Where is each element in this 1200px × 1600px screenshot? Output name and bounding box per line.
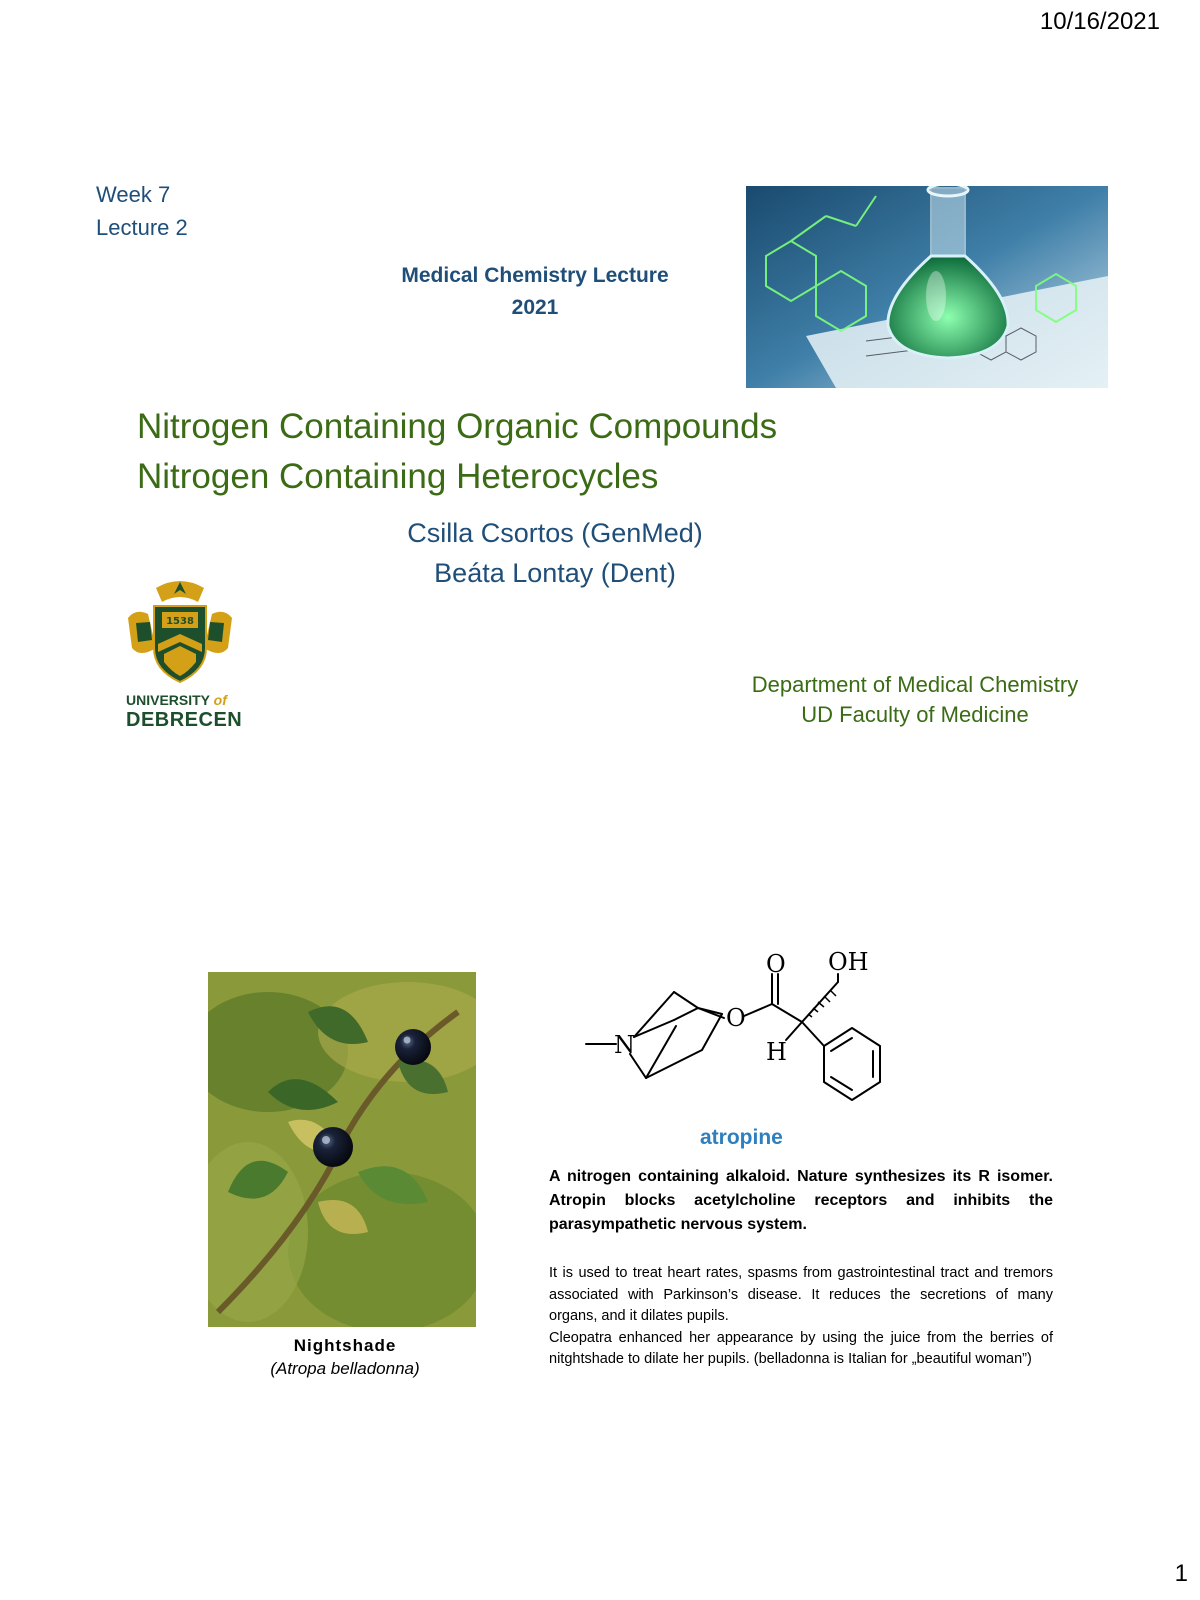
author-1: Csilla Csortos (GenMed) — [407, 518, 703, 548]
authors — [330, 513, 780, 593]
nightshade-photo — [208, 972, 476, 1327]
author-2: Beáta Lontay (Dent) — [434, 558, 676, 588]
week-label: Week 7 — [96, 182, 171, 207]
logo-year: 1538 — [166, 616, 194, 627]
logo-of-word: of — [213, 692, 227, 708]
molecule-name: atropine — [700, 1126, 783, 1149]
plant-caption — [210, 1334, 480, 1380]
slide-date: 10/16/2021 — [1039, 8, 1160, 35]
logo-university-line — [126, 690, 242, 710]
main-title-line2: Nitrogen Containing Heterocycles — [137, 457, 659, 496]
lecture-label: Lecture 2 — [96, 215, 188, 240]
main-title-line1: Nitrogen Containing Organic Compounds — [137, 407, 778, 446]
description-uses: It is used to treat heart rates, spasms from gastrointestinal tract and tremors associated with Parkinson’s disease. It reduces the secretions of many organs, and it dilates pupils. — [549, 1265, 1053, 1324]
logo-university-word: UNIVERSITY — [126, 692, 210, 708]
course-title — [370, 260, 700, 324]
molecule-label-ester-oxygen: O — [726, 1004, 746, 1032]
department-line2: UD Faculty of Medicine — [801, 702, 1029, 727]
course-year: 2021 — [511, 296, 559, 319]
department-line1: Department of Medical Chemistry — [751, 672, 1079, 697]
main-title — [137, 402, 777, 502]
molecule-label-carbonyl-oxygen: O — [766, 950, 786, 978]
description-paragraph — [549, 1263, 1053, 1371]
university-wordmark — [126, 690, 242, 730]
atropine-structure-diagram — [584, 950, 914, 1120]
university-crest-logo — [126, 578, 234, 684]
logo-city: DEBRECEN — [126, 709, 243, 731]
description-cleopatra: Cleopatra enhanced her appearance by using the juice from the berries of nitghtshade to dilate her pupils. (belladonna is Italian for „beautiful woman”) — [549, 1329, 1053, 1367]
plant-name: Nightshade — [293, 1336, 397, 1355]
molecule-label-hydrogen: H — [766, 1038, 787, 1066]
week-info — [96, 178, 188, 244]
plant-latin-name: (Atropa belladonna) — [270, 1359, 420, 1378]
page-number: 1 — [1174, 1560, 1188, 1587]
molecule-label-hydroxyl: OH — [828, 950, 869, 976]
molecule-label-nitrogen: N — [614, 1031, 635, 1059]
chemistry-flask-image — [746, 186, 1108, 388]
department-info — [720, 670, 1110, 730]
description-bold-paragraph: A nitrogen containing alkaloid. Nature synthesizes its R isomer. Atropin blocks acetylcholine receptors and inhibits the parasympathetic nervous system. — [549, 1168, 1053, 1233]
course-name: Medical Chemistry Lecture — [401, 264, 669, 287]
